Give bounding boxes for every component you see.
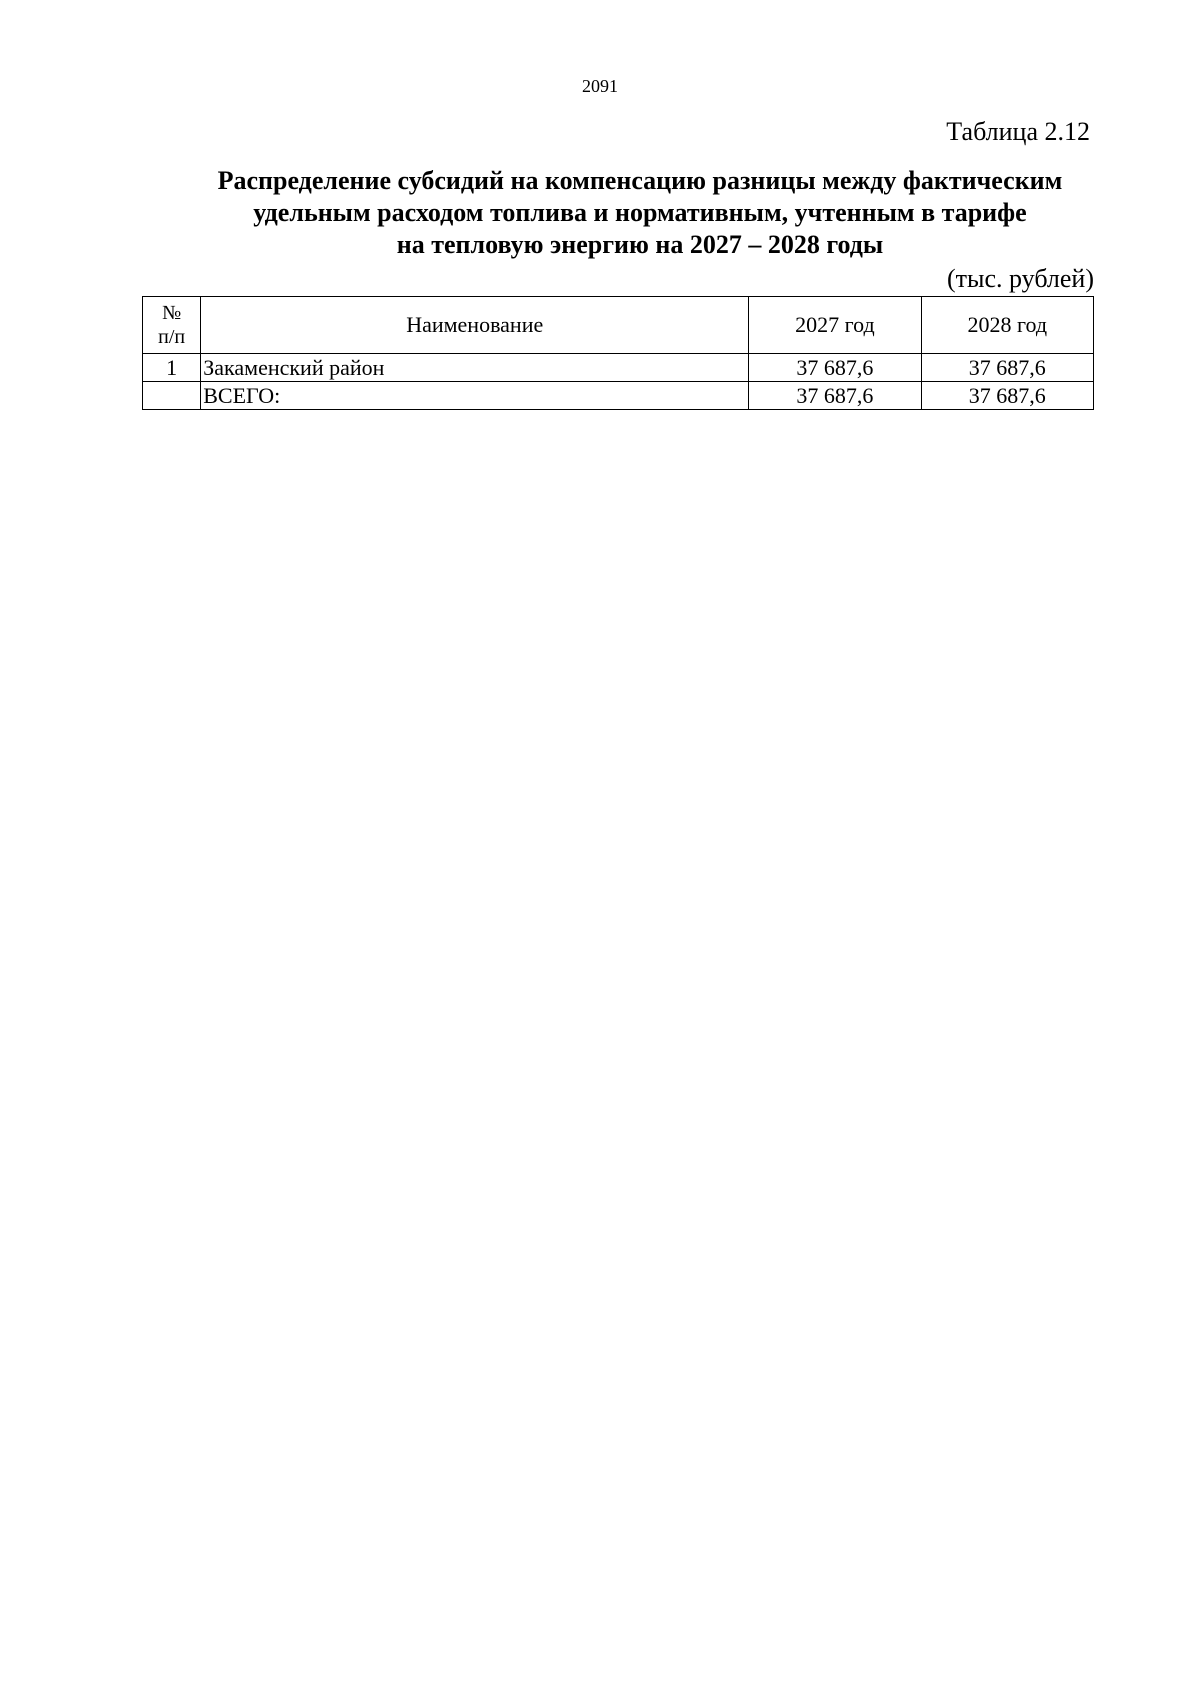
row-name: Закаменский район — [201, 354, 749, 382]
total-row-number — [143, 382, 201, 410]
unit-note: (тыс. рублей) — [946, 264, 1094, 293]
page-number: 2091 — [582, 76, 618, 96]
row-number: 1 — [143, 354, 201, 382]
header-name: Наименование — [201, 297, 749, 354]
total-row-name: ВСЕГО: — [201, 382, 749, 410]
title-line-2: удельным расходом топлива и нормативным, учтенным в тарифе — [253, 198, 1027, 227]
total-value-2028: 37 687,6 — [921, 382, 1093, 410]
document-title — [140, 165, 1140, 261]
table-row — [143, 354, 1094, 382]
header-number — [143, 297, 201, 354]
row-value-2027: 37 687,6 — [749, 354, 921, 382]
table-header-row — [143, 297, 1094, 354]
header-number-abbrev: п/п — [158, 326, 186, 348]
header-number-symbol: № — [162, 302, 182, 324]
header-year-2028: 2028 год — [921, 297, 1093, 354]
total-value-2027: 37 687,6 — [749, 382, 921, 410]
subsidy-table — [142, 296, 1094, 410]
title-line-3: на тепловую энергию на 2027 – 2028 годы — [396, 230, 884, 259]
header-year-2027: 2027 год — [749, 297, 921, 354]
table-label: Таблица 2.12 — [946, 117, 1090, 146]
row-value-2028: 37 687,6 — [921, 354, 1093, 382]
table-total-row — [143, 382, 1094, 410]
title-line-1: Распределение субсидий на компенсацию разницы между фактическим — [217, 166, 1063, 195]
